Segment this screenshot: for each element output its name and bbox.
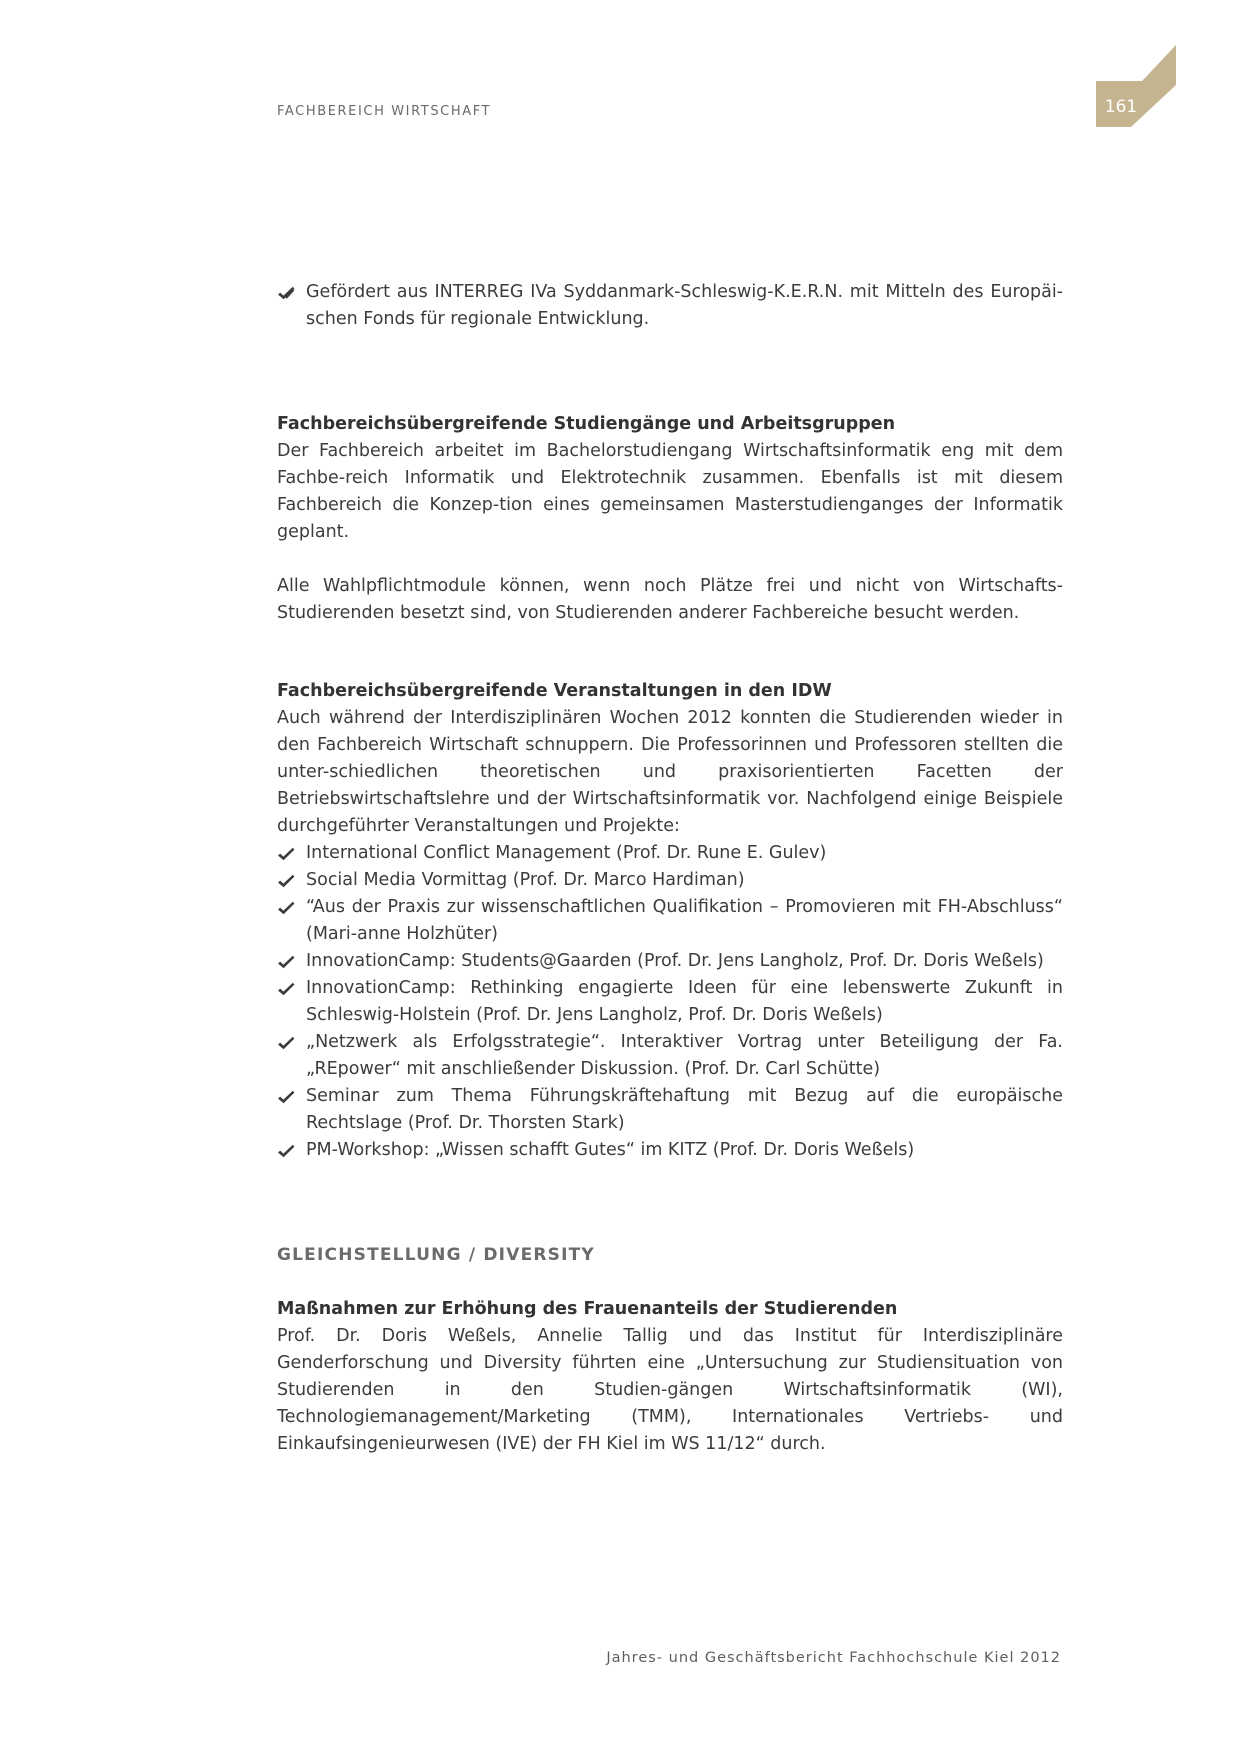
list-item bbox=[277, 894, 1063, 948]
checkmark-icon bbox=[277, 286, 295, 300]
checkmark-icon bbox=[277, 874, 295, 888]
checkmark-icon bbox=[277, 1090, 295, 1104]
section-heading-idw: Fachbereichsübergreifende Veranstaltungen in den IDW bbox=[277, 681, 832, 701]
list-item bbox=[277, 948, 1063, 975]
list-item bbox=[277, 279, 1063, 333]
list-item-text: “Aus der Praxis zur wissenschaftlichen Qualifikation – Promovieren mit FH-Abschluss“ (Mari-anne Holzhüter) bbox=[306, 897, 1063, 944]
paragraph: Auch während der Interdisziplinären Wochen 2012 konnten die Studierenden wieder in den Fachbereich Wirtschaft schnuppern. Die Professorinnen und Professoren stellten die unter-schiedlichen theoretischen und praxisorientierten Facetten der Betriebswirtschaftslehre und der Wirtschaftsinformatik vor. Nachfolgend einige Beispiele durchgeführter Veranstaltungen und Projekte: bbox=[277, 708, 1063, 836]
list-item bbox=[277, 867, 1063, 894]
page-number: 161 bbox=[1104, 97, 1138, 117]
list-item bbox=[277, 1029, 1063, 1083]
event-list bbox=[277, 840, 1063, 1164]
subheading-frauenanteil: Maßnahmen zur Erhöhung des Frauenanteils der Studierenden bbox=[277, 1299, 898, 1319]
checkmark-icon bbox=[277, 901, 295, 915]
paragraph: Der Fachbereich arbeitet im Bachelorstudiengang Wirtschaftsinformatik eng mit dem Fachbe-reich Informatik und Elektrotechnik zusammen. Ebenfalls ist mit diesem Fachbereich die Konzep-tion eines gemeinsamen Masterstudienganges der Informatik geplant. bbox=[277, 441, 1063, 542]
list-item-text: PM-Workshop: „Wissen schafft Gutes“ im KITZ (Prof. Dr. Doris Weßels) bbox=[306, 1140, 915, 1160]
paragraph: Prof. Dr. Doris Weßels, Annelie Tallig und das Institut für Interdisziplinäre Genderforschung und Diversity führten eine „Untersuchung zur Studiensituation von Studierenden in den Studien-gängen Wirtschaftsinformatik (WI), Technologiemanagement/Marketing (TMM), Internationales Vertriebs- und Einkaufsingenieurwesen (IVE) der FH Kiel im WS 11/12“ durch. bbox=[277, 1326, 1063, 1454]
checkmark-icon bbox=[277, 1144, 295, 1158]
checkmark-icon bbox=[277, 847, 295, 861]
checkmark-icon bbox=[277, 955, 295, 969]
list-item-text: InnovationCamp: Students@Gaarden (Prof. Dr. Jens Langholz, Prof. Dr. Doris Weßels) bbox=[306, 951, 1044, 971]
checkmark-icon bbox=[277, 1036, 295, 1050]
main-content bbox=[277, 279, 1063, 1458]
list-item-text: Gefördert aus INTERREG IVa Syddanmark-Schleswig-K.E.R.N. mit Mitteln des Europäi-schen Fonds für regionale Entwicklung. bbox=[306, 282, 1063, 329]
running-header: FACHBEREICH WIRTSCHAFT bbox=[277, 104, 492, 119]
list-item bbox=[277, 840, 1063, 867]
list-item-text: „Netzwerk als Erfolgsstrategie“. Interaktiver Vortrag unter Beteiligung der Fa. „REpower“ mit anschließender Diskussion. (Prof. Dr. Carl Schütte) bbox=[306, 1032, 1063, 1079]
intro-list bbox=[277, 279, 1063, 333]
list-item-text: Social Media Vormittag (Prof. Dr. Marco Hardiman) bbox=[306, 870, 745, 890]
list-item bbox=[277, 975, 1063, 1029]
list-item-text: Seminar zum Thema Führungskräftehaftung mit Bezug auf die europäische Rechtslage (Prof. Dr. Thorsten Stark) bbox=[306, 1086, 1063, 1133]
running-footer: Jahres- und Geschäftsbericht Fachhochschule Kiel 2012 bbox=[606, 1650, 1061, 1666]
list-item-text: InnovationCamp: Rethinking engagierte Ideen für eine lebenswerte Zukunft in Schleswig-Holstein (Prof. Dr. Jens Langholz, Prof. Dr. Doris Weßels) bbox=[306, 978, 1063, 1025]
paragraph: Alle Wahlpflichtmodule können, wenn noch Plätze frei und nicht von Wirtschafts-Studierenden besetzt sind, von Studierenden anderer Fachbereiche besucht werden. bbox=[277, 576, 1063, 623]
checkmark-icon bbox=[277, 982, 295, 996]
list-item-text: International Conflict Management (Prof. Dr. Rune E. Gulev) bbox=[306, 843, 827, 863]
list-item bbox=[277, 1083, 1063, 1137]
list-item bbox=[277, 1137, 1063, 1164]
section-heading-gleichstellung: GLEICHSTELLUNG / DIVERSITY bbox=[277, 1245, 595, 1265]
section-heading-studiengaenge: Fachbereichsübergreifende Studiengänge und Arbeitsgruppen bbox=[277, 414, 896, 434]
